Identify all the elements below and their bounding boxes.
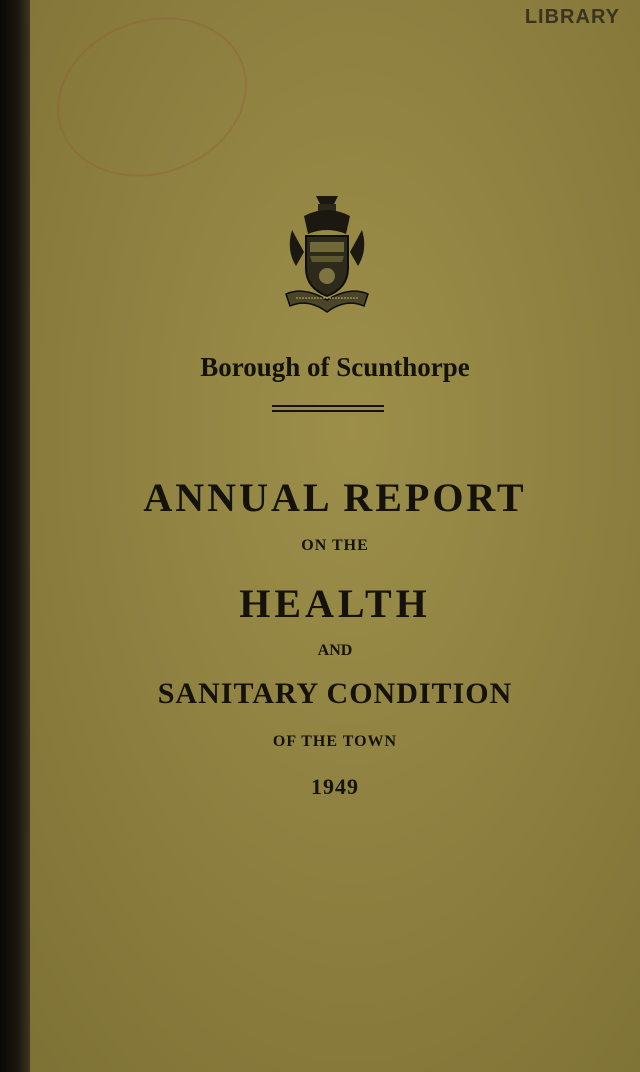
divider-bottom: [272, 410, 384, 412]
title-of-the-town: OF THE TOWN: [272, 733, 398, 750]
library-stamp: LIBRARY: [524, 6, 620, 28]
title-sanitary-condition: SANITARY CONDITION: [157, 677, 513, 710]
title-and: AND: [317, 642, 353, 659]
report-year: 1949: [311, 774, 359, 799]
title-on-the: ON THE: [301, 537, 369, 554]
book-spine: [0, 0, 30, 1072]
title-annual-report: ANNUAL REPORT: [143, 475, 527, 520]
borough-name: Borough of Scunthorpe: [200, 352, 470, 382]
title-health: HEALTH: [239, 581, 431, 626]
divider-top: [272, 405, 384, 407]
coat-of-arms-icon: [284, 190, 370, 316]
